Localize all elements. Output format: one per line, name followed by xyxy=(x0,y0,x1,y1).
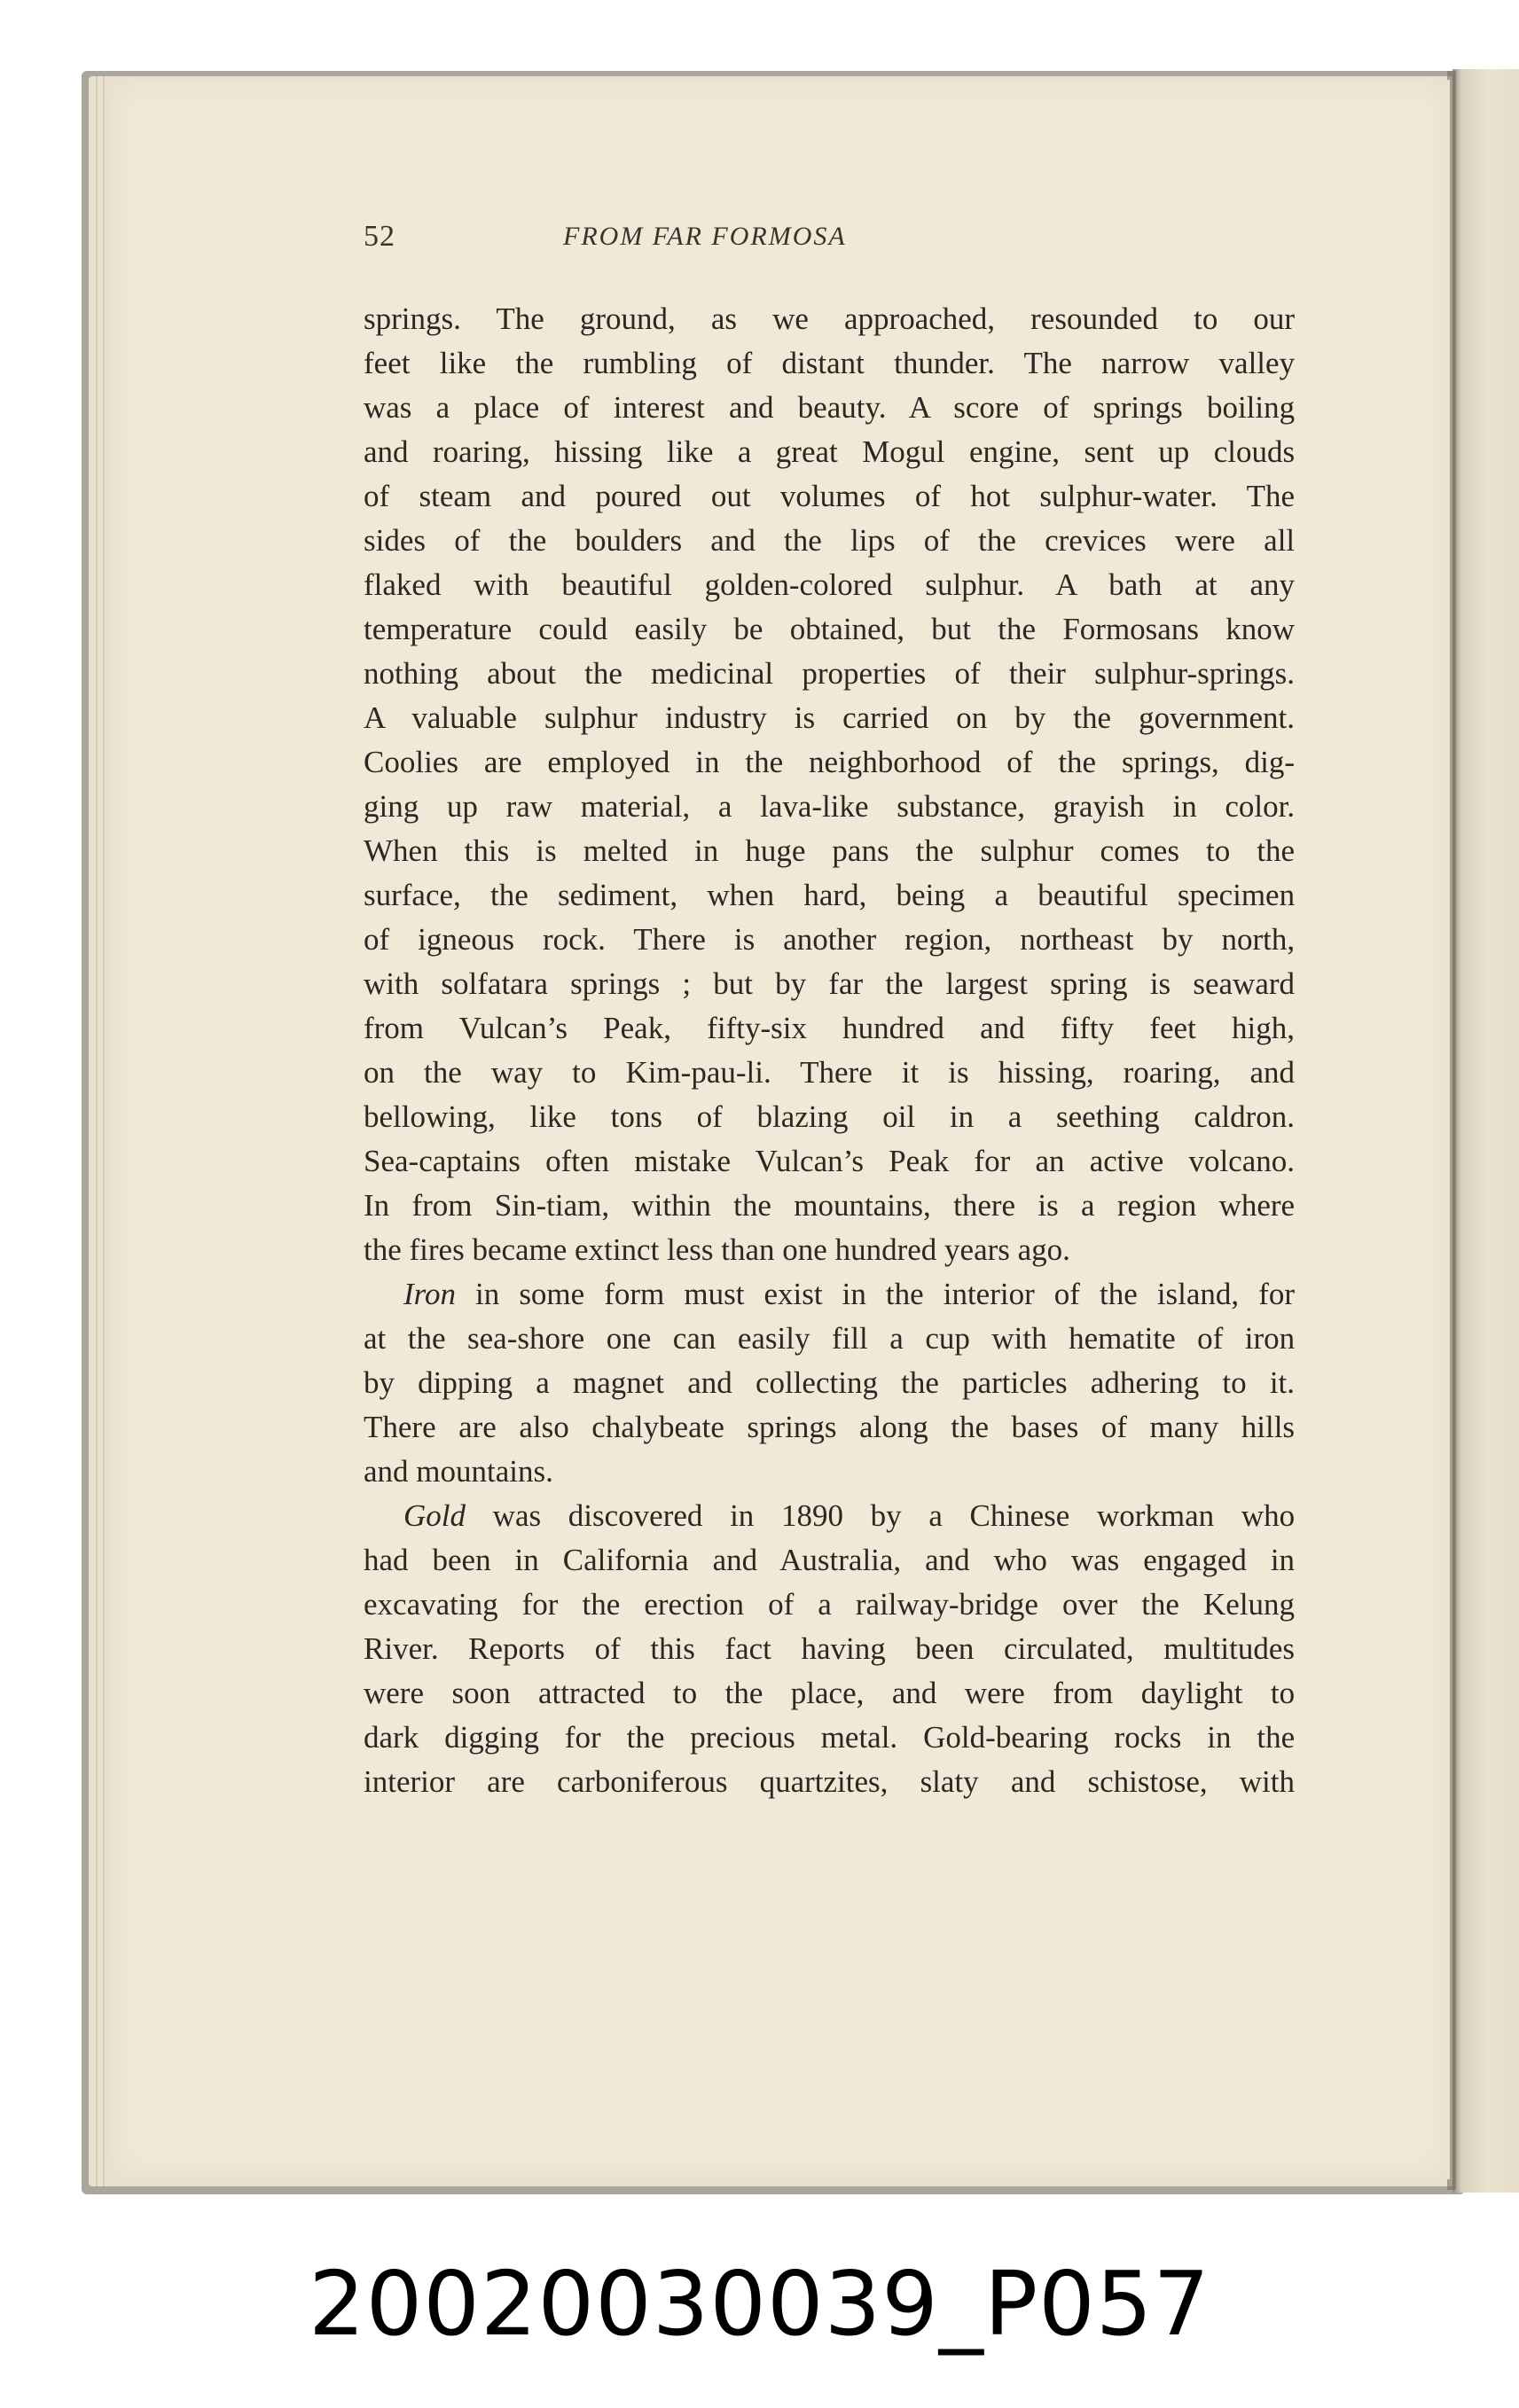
text-line: A valuable sulphur industry is carried on by the government. xyxy=(364,700,1295,735)
text-line: feet like the rumbling of distant thunder. The narrow valley xyxy=(364,346,1295,380)
text-line: from Vulcan’s Peak, fifty-six hundred and fifty feet high, xyxy=(364,1011,1295,1045)
text-line: of steam and poured out volumes of hot sulphur-water. The xyxy=(364,479,1295,513)
text-line: Coolies are employed in the neighborhood of the springs, dig- xyxy=(364,745,1295,779)
text-line: had been in California and Australia, and who was engaged in xyxy=(364,1543,1295,1577)
text-line: at the sea-shore one can easily fill a cup with hematite of iron xyxy=(364,1321,1295,1356)
paragraph-start-gold: Gold was discovered in 1890 by a Chinese workman who xyxy=(403,1498,1295,1533)
text-line: nothing about the medicinal properties of their sulphur-springs. xyxy=(364,656,1295,691)
running-head xyxy=(364,220,1295,255)
text-line: Sea-captains often mistake Vulcan’s Peak for an active volcano. xyxy=(364,1144,1295,1178)
text-line: bellowing, like tons of blazing oil in a seething caldron. xyxy=(364,1099,1295,1134)
text-line: In from Sin-tiam, within the mountains, there is a region where xyxy=(364,1188,1295,1223)
iron-lead-word: Iron xyxy=(403,1277,456,1311)
text-line: springs. The ground, as we approached, resounded to our xyxy=(364,301,1295,336)
text-line: River. Reports of this fact having been circulated, multitudes xyxy=(364,1631,1295,1666)
text-line: excavating for the erection of a railway-bridge over the Kelung xyxy=(364,1587,1295,1622)
facing-page-edge xyxy=(1452,69,1519,2193)
text-line: There are also chalybeate springs along the bases of many hills xyxy=(364,1410,1295,1444)
text-line: interior are carboniferous quartzites, slaty and schistose, with xyxy=(364,1764,1295,1799)
text-line: on the way to Kim-pau-li. There it is hissing, roaring, and xyxy=(364,1055,1295,1090)
paragraph-start-iron: Iron in some form must exist in the interior of the island, for xyxy=(403,1277,1295,1311)
text-line: temperature could easily be obtained, but the Formosans know xyxy=(364,612,1295,646)
text-line: of igneous rock. There is another region, northeast by north, xyxy=(364,922,1295,957)
text-line: the fires became extinct less than one hundred years ago. xyxy=(364,1232,1070,1267)
text-line: ging up raw material, a lava-like substance, grayish in color. xyxy=(364,789,1295,824)
text-line: When this is melted in huge pans the sulphur comes to the xyxy=(364,833,1295,868)
text-line: with solfatara springs ; but by far the largest spring is seaward xyxy=(364,966,1295,1001)
running-title: FROM FAR FORMOSA xyxy=(563,222,847,251)
text-line: sides of the boulders and the lips of the crevices were all xyxy=(364,523,1295,558)
page-number: 52 xyxy=(364,220,395,253)
gold-lead-word: Gold xyxy=(403,1498,466,1533)
text-line: by dipping a magnet and collecting the particles adhering to it. xyxy=(364,1365,1295,1400)
body-text xyxy=(364,297,1295,1804)
archive-id-caption: 20020030039_P057 xyxy=(308,2252,1211,2356)
text-line: flaked with beautiful golden-colored sulphur. A bath at any xyxy=(364,567,1295,602)
text-line: was a place of interest and beauty. A score of springs boiling xyxy=(364,390,1295,425)
text-line: and mountains. xyxy=(364,1454,553,1489)
text-line: surface, the sediment, when hard, being a beautiful specimen xyxy=(364,878,1295,912)
text-line: and roaring, hissing like a great Mogul engine, sent up clouds xyxy=(364,434,1295,469)
text-line: dark digging for the precious metal. Gold-bearing rocks in the xyxy=(364,1720,1295,1755)
text-line: were soon attracted to the place, and were from daylight to xyxy=(364,1676,1295,1710)
